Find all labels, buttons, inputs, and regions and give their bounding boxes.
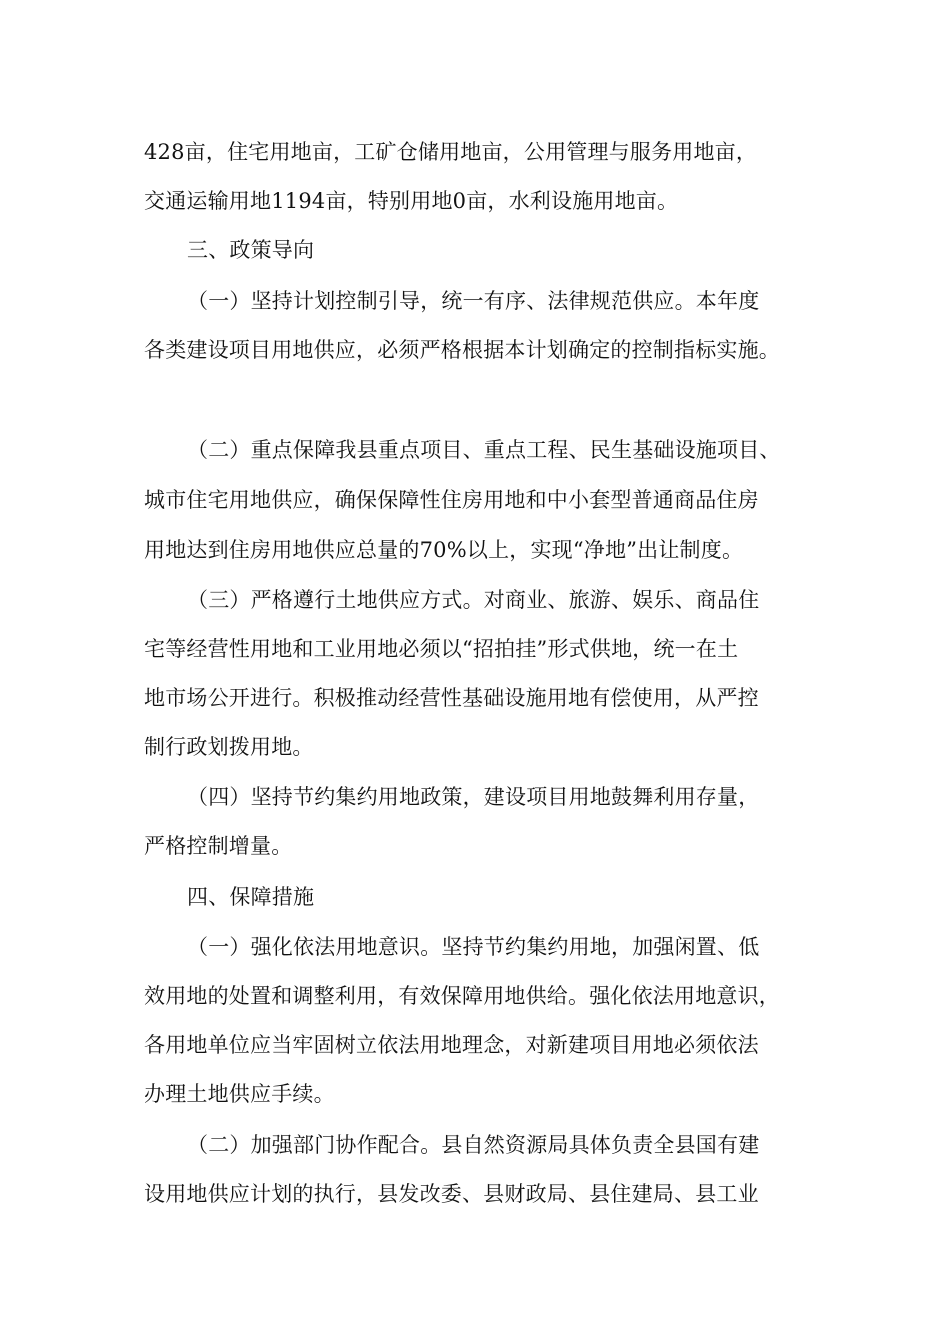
body-text-line: 城市住宅用地供应，确保保障性住房用地和中小套型普通商品住房 [144, 488, 759, 512]
body-text-line: 办理土地供应手续。 [144, 1082, 335, 1106]
body-text-line: 各类建设项目用地供应，必须严格根据本计划确定的控制指标实施。 [144, 338, 780, 362]
body-text-line: 428亩，住宅用地亩，工矿仓储用地亩，公用管理与服务用地亩， [144, 140, 758, 164]
section-heading: 三、政策导向 [187, 238, 315, 262]
body-text-line: （二）加强部门协作配合。县自然资源局具体负责全县国有建 [187, 1133, 760, 1157]
body-text-line: 制行政划拨用地。 [144, 735, 314, 759]
body-text-line: 交通运输用地1194亩，特别用地0亩，水利设施用地亩。 [144, 189, 679, 213]
body-text-line: 设用地供应计划的执行，县发改委、县财政局、县住建局、县工业 [144, 1182, 759, 1206]
body-text-line: （一）强化依法用地意识。坚持节约集约用地，加强闲置、低 [187, 935, 760, 959]
body-text-line: （四）坚持节约集约用地政策，建设项目用地鼓舞利用存量， [187, 785, 760, 809]
body-text-line: 宅等经营性用地和工业用地必须以“招拍挂”形式供地，统一在土 [144, 637, 739, 661]
body-text-line: 效用地的处置和调整利用，有效保障用地供给。强化依法用地意识， [144, 984, 780, 1008]
body-text-line: （二）重点保障我县重点项目、重点工程、民生基础设施项目、 [187, 438, 781, 462]
body-text-line: （三）严格遵行土地供应方式。对商业、旅游、娱乐、商品住 [187, 588, 760, 612]
body-text-line: （一）坚持计划控制引导，统一有序、法律规范供应。本年度 [187, 289, 760, 313]
body-text-line: 用地达到住房用地供应总量的70%以上，实现“净地”出让制度。 [144, 538, 744, 562]
body-text-line: 各用地单位应当牢固树立依法用地理念，对新建项目用地必须依法 [144, 1033, 759, 1057]
body-text-line: 严格控制增量。 [144, 834, 293, 858]
section-heading: 四、保障措施 [187, 885, 315, 909]
body-text-line: 地市场公开进行。积极推动经营性基础设施用地有偿使用，从严控 [144, 686, 759, 710]
